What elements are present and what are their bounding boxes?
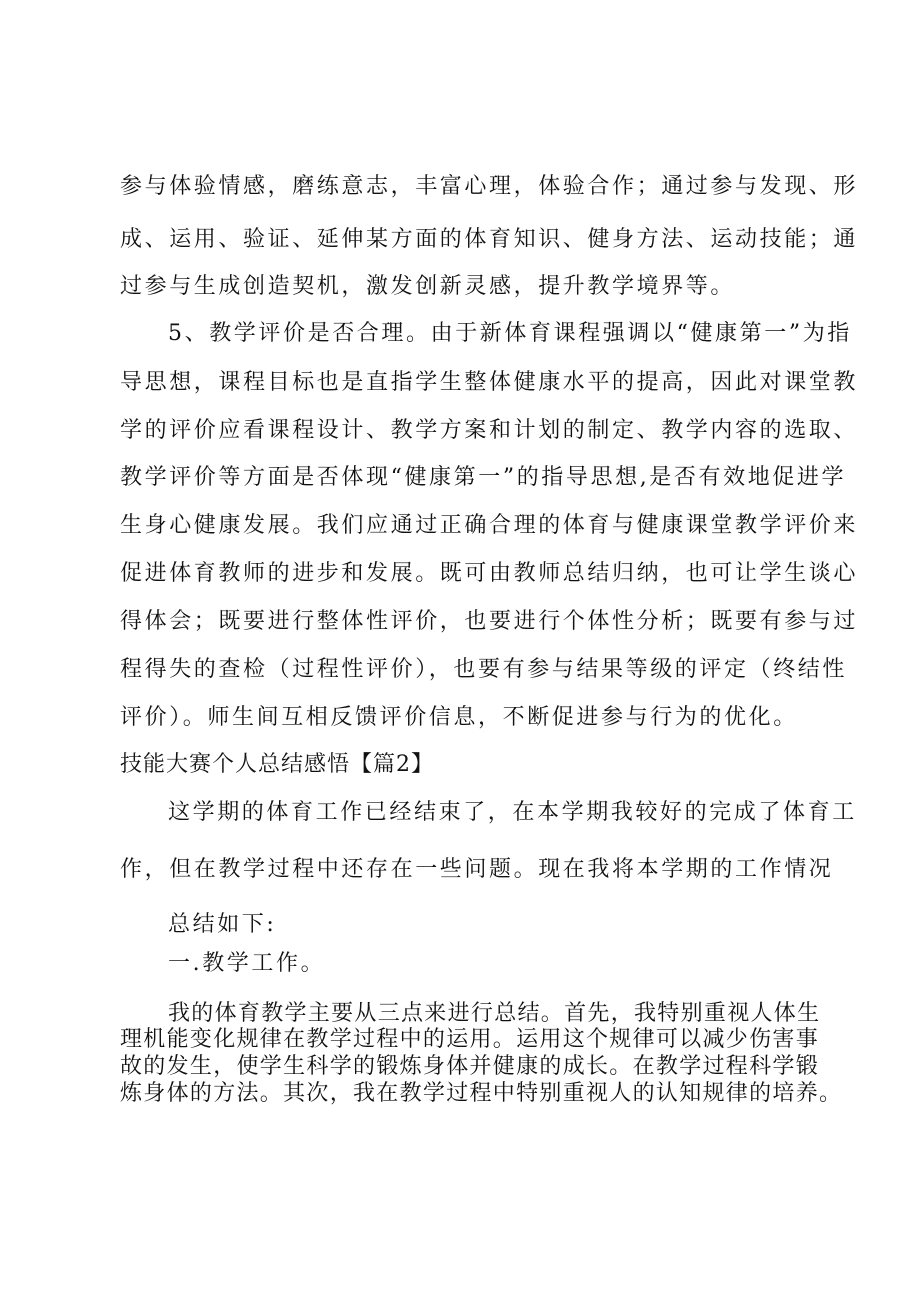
paragraph-line: 教学评价等方面是否体现“健康第一”的指导思想,是否有效地促进学 [120, 465, 847, 490]
paragraph-line: 参与体验情感，磨练意志，丰富心理，体验合作；通过参与发现、形 [120, 174, 859, 199]
summary-label: 总结如下: [168, 912, 277, 937]
paragraph-line: 过参与生成创造契机，激发创新灵感，提升教学境界等。 [120, 274, 736, 299]
paragraph-line: 作，但在教学过程中还存在一些问题。现在我将本学期的工作情况 [120, 857, 834, 882]
paragraph-line: 我的体育教学主要从三点来进行总结。首先，我特别重视人体生 [168, 1001, 821, 1026]
paragraph-line: 理机能变化规律在教学过程中的运用。运用这个规律可以减少伤害事 [120, 1027, 820, 1052]
paragraph-line: 生身心健康发展。我们应通过正确合理的体育与健康课堂教学评价来 [120, 513, 859, 538]
paragraph-line: 成、运用、验证、延伸某方面的体育知识、健身方法、运动技能；通 [120, 227, 859, 252]
paragraph-line: 评价）。师生间互相反馈评价信息，不断促进参与行为的优化。 [120, 705, 798, 730]
paragraph-line: 学的评价应看课程设计、教学方案和计划的制定、教学内容的选取、 [120, 418, 859, 443]
subheading: 一.教学工作。 [168, 951, 326, 976]
paragraph-line: 导思想，课程目标也是直指学生整体健康水平的提高，因此对课堂教 [120, 370, 859, 395]
paragraph-line: 促进体育教师的进步和发展。既可由教师总结归纳，也可让学生谈心 [120, 561, 859, 586]
section-heading: 技能大赛个人总结感悟【篇2】 [120, 752, 434, 777]
paragraph-line: 得体会；既要进行整体性评价，也要进行个体性分析；既要有参与过 [120, 609, 859, 634]
paragraph-line: 故的发生，使学生科学的锻炼身体并健康的成长。在教学过程科学锻 [120, 1054, 820, 1079]
paragraph-line: 炼身体的方法。其次，我在教学过程中特别重视人的认知规律的培养。 [120, 1081, 843, 1106]
paragraph-line: 5、教学评价是否合理。由于新体育课程强调以“健康第一”为指 [168, 321, 852, 346]
paragraph-line: 这学期的体育工作已经结束了，在本学期我较好的完成了体育工 [168, 800, 857, 825]
paragraph-line: 程得失的查检（过程性评价），也要有参与结果等级的评定（终结性 [120, 657, 848, 682]
